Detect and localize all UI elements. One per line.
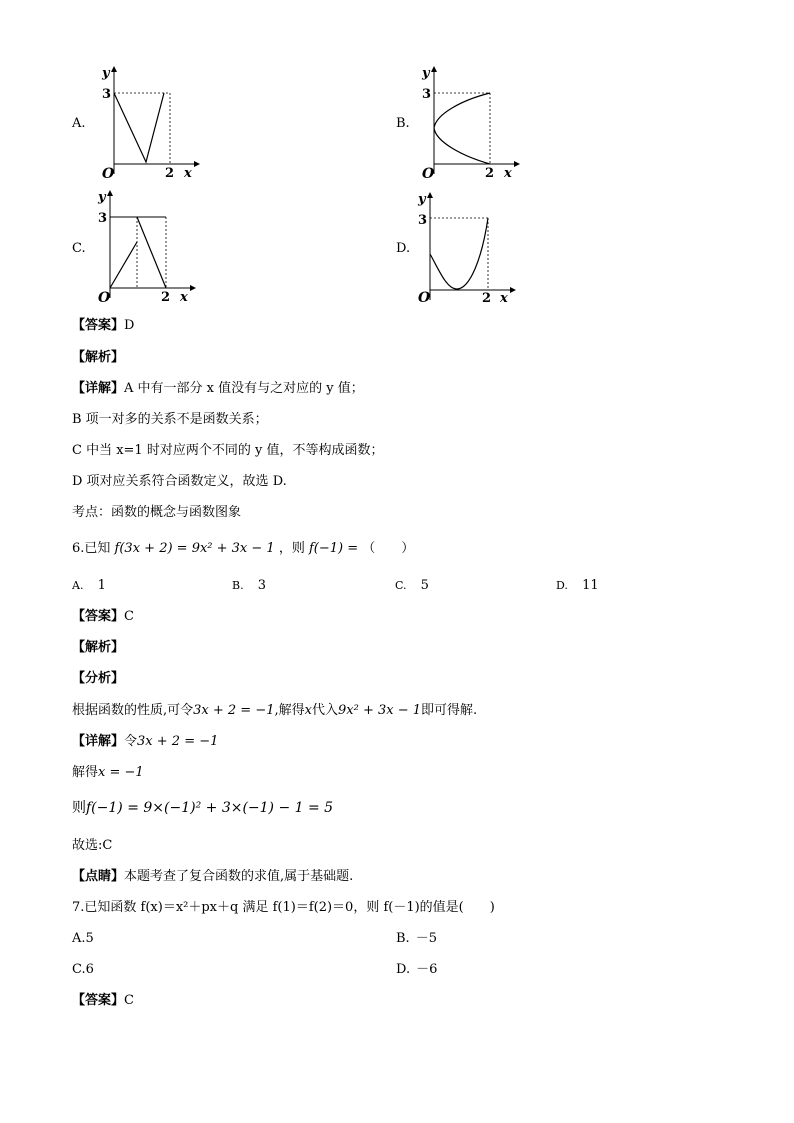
- fenxi-formula: 3x + 2 = −1: [193, 703, 275, 718]
- fenxi-text: 根据函数的性质,可令: [72, 703, 194, 718]
- q6-solve-line: [72, 765, 144, 781]
- q5-detail-line4: D 项对应关系符合函数定义，故选 D.: [72, 474, 287, 489]
- option-value: 5: [420, 578, 429, 593]
- q6-fenxi-line: [72, 703, 477, 719]
- option-d-label: D.: [396, 241, 411, 256]
- q7-option-b: [396, 931, 437, 947]
- q6-stem-formula: f(3x + 2) = 9x² + 3x − 1: [114, 541, 275, 556]
- option-value: －6: [416, 962, 438, 977]
- then-text: 则: [72, 800, 86, 816]
- option-letter: A.: [72, 931, 86, 946]
- fenxi-text: 即可得解.: [421, 703, 478, 718]
- option-letter: A.: [72, 579, 84, 592]
- q6-answer: [72, 609, 134, 625]
- fenxi-text: ,解得: [274, 703, 305, 718]
- option-letter: D.: [396, 962, 411, 977]
- graph-b: [412, 62, 522, 182]
- fenxi-formula: 9x² + 3x − 1: [338, 703, 422, 718]
- answer-value: C: [124, 993, 134, 1008]
- dianjing-tag: 【点睛】: [72, 869, 125, 884]
- q7-stem: 7.已知函数 f(x)＝x²＋px＋q 满足 f(1)＝f(2)＝0，则 f(－1)的值是( ): [72, 900, 495, 915]
- option-value: 11: [582, 578, 599, 593]
- answer-tag: 【答案】: [72, 609, 125, 624]
- q7-option-c: [72, 962, 94, 978]
- q5-analysis-tag: 【解析】: [72, 350, 125, 365]
- q6-then-line: [72, 800, 333, 816]
- q5-kaodian: 考点：函数的概念与函数图象: [72, 505, 242, 520]
- option-value: 6: [85, 962, 94, 977]
- answer-value: C: [124, 609, 134, 624]
- q6-fenxi-tag: 【分析】: [72, 671, 125, 686]
- q6-option-b: [232, 578, 266, 593]
- q7-option-d: [396, 962, 437, 978]
- detail-formula: 3x + 2 = −1: [137, 734, 219, 749]
- y-axis-label: y: [102, 66, 110, 81]
- y-tick-label: 3: [98, 211, 108, 226]
- origin-label: O: [422, 166, 435, 182]
- q7-option-a: [72, 931, 94, 947]
- q5-detail-line2: B 项一对多的关系不是函数关系；: [72, 412, 268, 427]
- y-axis-label: y: [418, 192, 426, 207]
- option-a-label: A.: [72, 116, 86, 131]
- answer-tag: 【答案】: [72, 318, 125, 333]
- then-formula: f(−1) = 9×(−1)² + 3×(−1) − 1 = 5: [86, 800, 334, 816]
- fenxi-text: 代入: [311, 703, 338, 718]
- x-tick-label: 2: [161, 290, 171, 305]
- q6-options: [72, 578, 632, 596]
- y-axis-label: y: [98, 190, 106, 205]
- option-letter: C.: [395, 579, 407, 592]
- solve-text: 解得: [72, 765, 99, 780]
- option-letter: D.: [556, 579, 568, 592]
- q7-answer: [72, 993, 134, 1009]
- q6-stem-prefix: 6.已知: [72, 541, 111, 556]
- q5-detail-line1: [72, 381, 364, 397]
- x-axis-label: x: [184, 166, 192, 181]
- x-axis-label: x: [180, 290, 188, 305]
- y-tick-label: 3: [102, 87, 112, 102]
- dianjing-text: 本题考查了复合函数的求值,属于基础题.: [124, 869, 354, 884]
- option-b-label: B.: [396, 116, 410, 131]
- origin-label: O: [418, 290, 431, 306]
- x-tick-label: 2: [485, 166, 495, 181]
- answer-tag: 【答案】: [72, 993, 125, 1008]
- graph-a: [92, 62, 202, 182]
- graph-d: [408, 188, 518, 308]
- x-tick-label: 2: [165, 166, 175, 181]
- x-axis-label: x: [504, 166, 512, 181]
- detail-text: A 中有一部分 x 值没有与之对应的 y 值；: [124, 381, 364, 396]
- detail-tag: 【详解】: [72, 734, 125, 749]
- origin-label: O: [102, 166, 115, 182]
- q6-option-a: [72, 578, 106, 593]
- x-axis-label: x: [500, 291, 508, 306]
- y-tick-label: 3: [422, 87, 432, 102]
- q6-analysis-tag: 【解析】: [72, 640, 125, 655]
- option-value: 5: [85, 931, 94, 946]
- q6-option-c: [395, 578, 429, 593]
- q6-dianjing: [72, 869, 353, 885]
- q6-stem: [72, 541, 414, 557]
- option-letter: C.: [72, 962, 86, 977]
- q6-option-d: [556, 578, 599, 593]
- option-value: 3: [257, 578, 267, 593]
- option-value: －5: [415, 931, 437, 946]
- y-axis-label: y: [422, 66, 430, 81]
- origin-label: O: [98, 290, 111, 306]
- q6-stem-paren: （ ）: [362, 541, 415, 556]
- y-tick-label: 3: [418, 213, 428, 228]
- detail-tag: 【详解】: [72, 381, 125, 396]
- solve-formula: x = −1: [98, 765, 144, 780]
- q6-stem-formula2: f(−1) =: [309, 541, 359, 556]
- q6-stem-mid: ，则: [278, 541, 305, 556]
- option-value: 1: [97, 578, 106, 593]
- q6-detail-line: [72, 734, 218, 750]
- detail-text: 令: [124, 734, 138, 749]
- graph-c: [88, 186, 198, 306]
- q5-detail-line3: C 中当 x=1 时对应两个不同的 y 值，不等构成函数；: [72, 443, 384, 458]
- option-c-label: C.: [72, 241, 86, 256]
- q5-answer: [72, 318, 134, 334]
- q6-choose: 故选:C: [72, 838, 113, 853]
- option-letter: B.: [232, 579, 244, 592]
- x-tick-label: 2: [482, 291, 492, 306]
- answer-value: D: [124, 318, 135, 333]
- fenxi-variable: x: [304, 703, 312, 718]
- option-letter: B.: [396, 931, 410, 946]
